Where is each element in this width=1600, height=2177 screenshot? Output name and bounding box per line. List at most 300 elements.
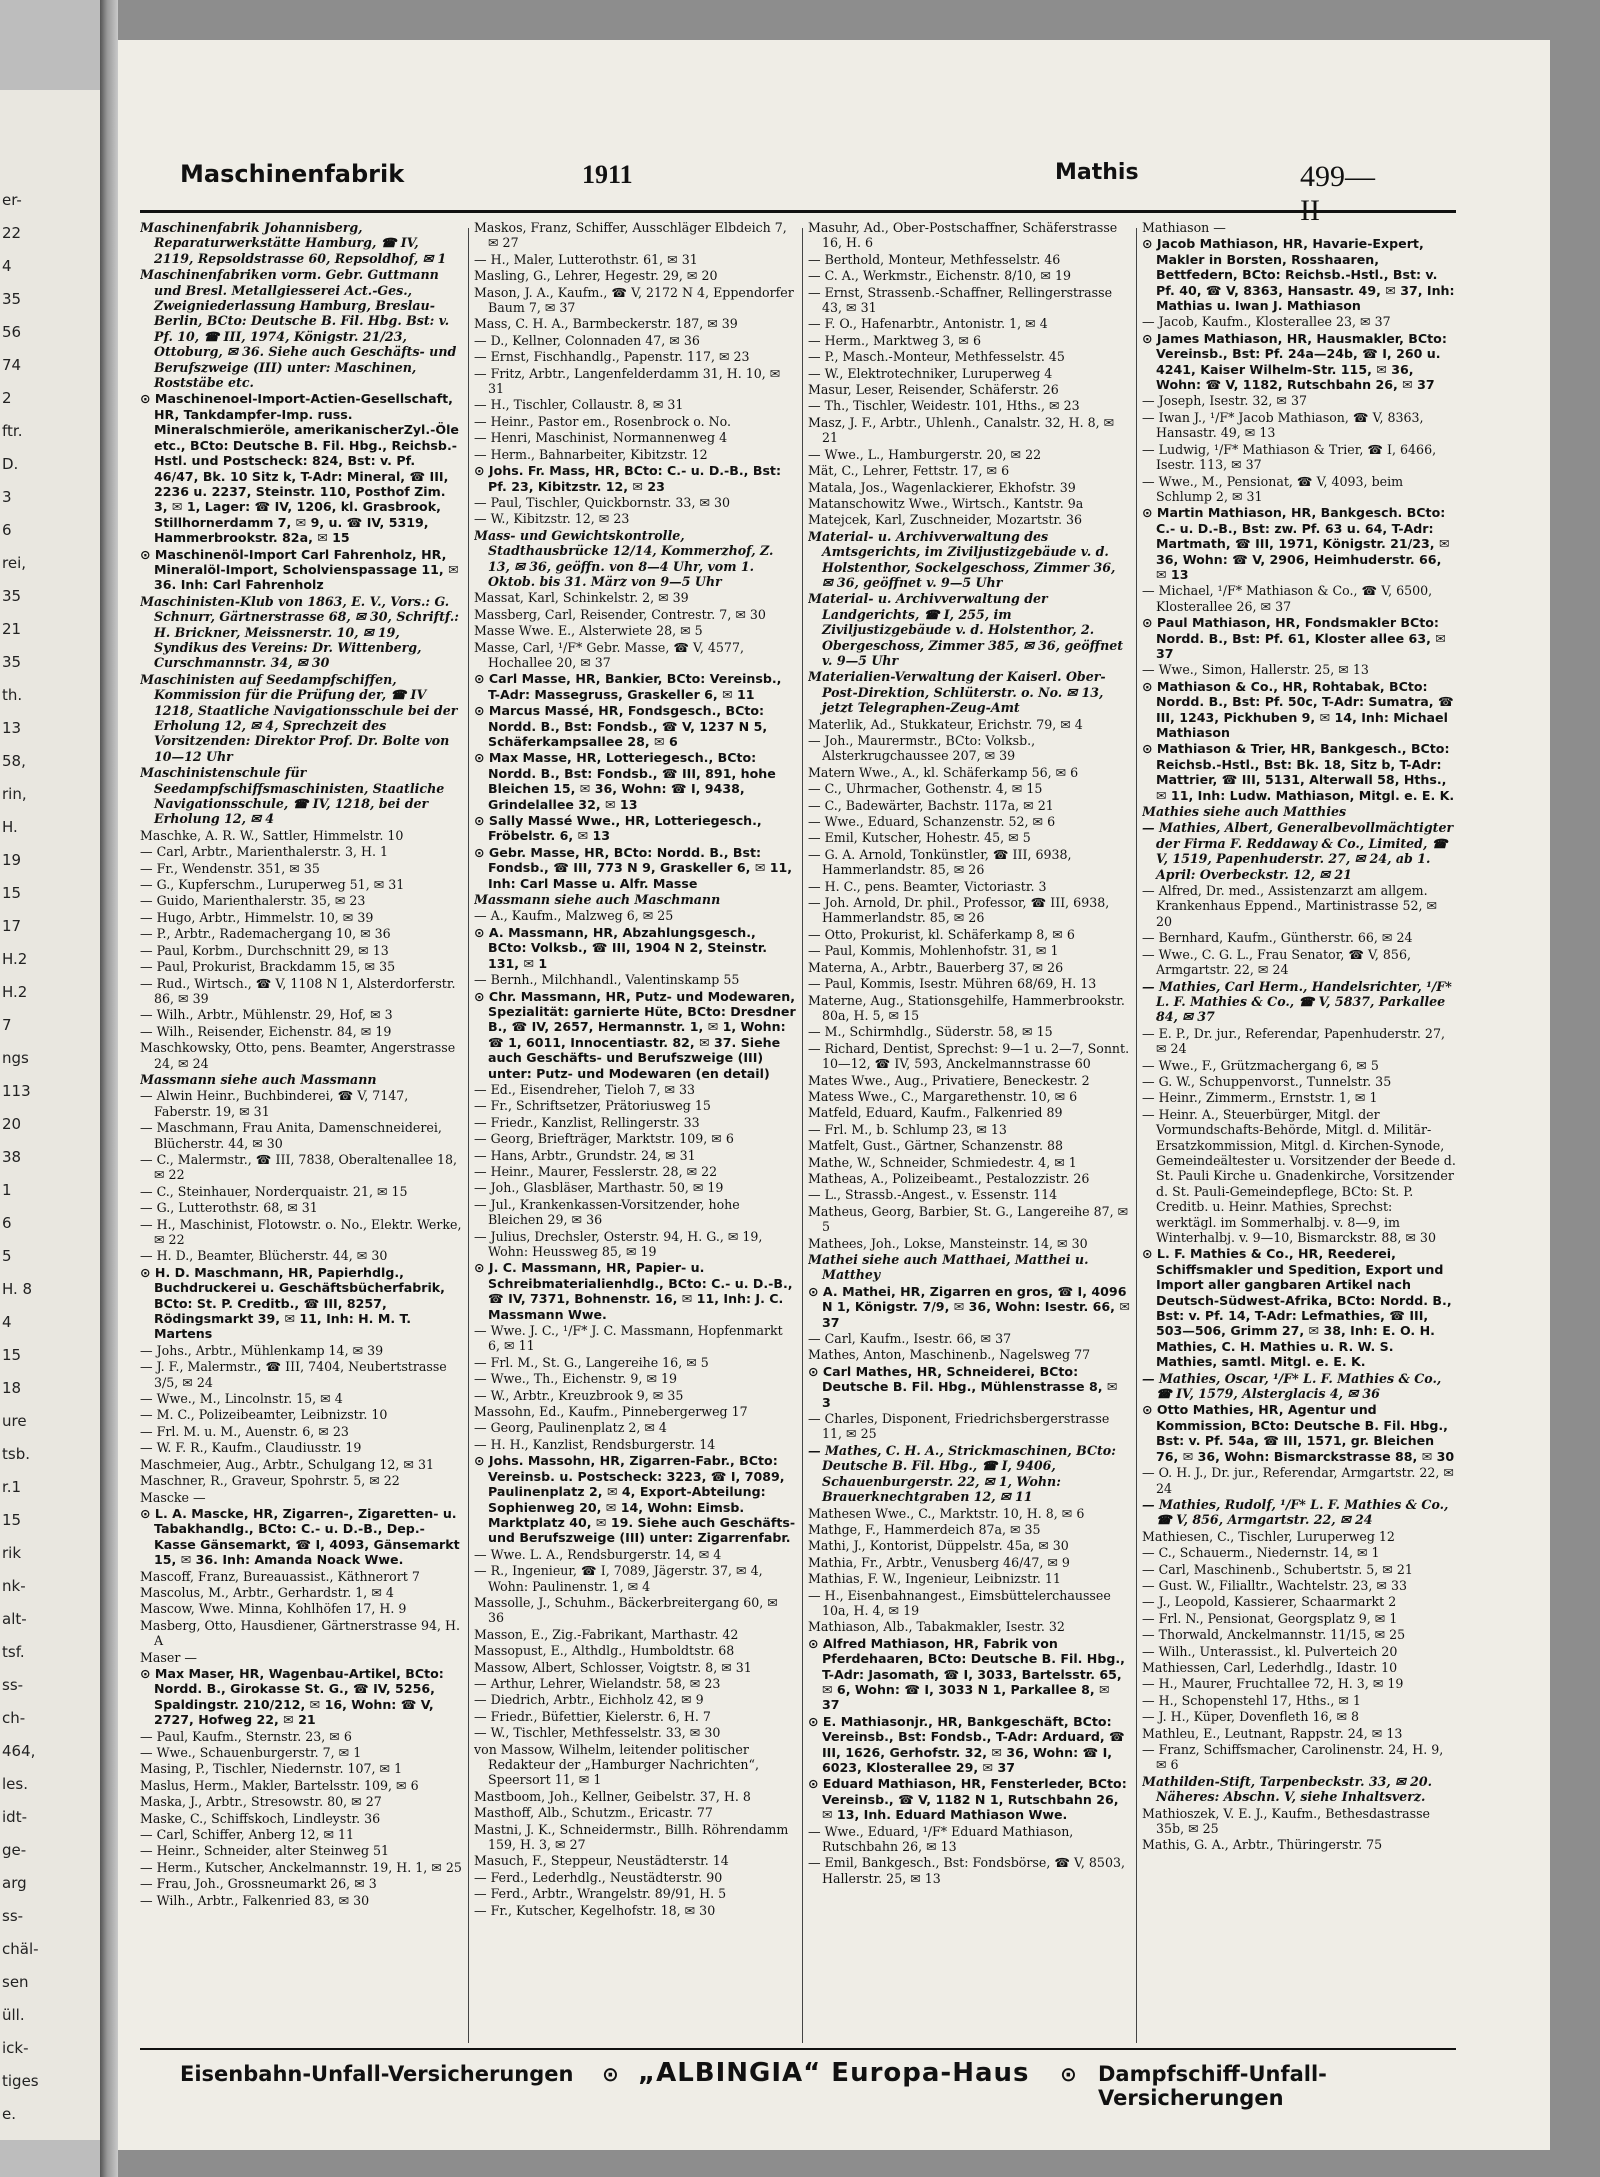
directory-entry: — C., Steinhauer, Norderquaistr. 21, ✉ 15 xyxy=(140,1183,408,1199)
directory-entry: — W., Elektrotechniker, Luruperweg 4 xyxy=(808,365,1053,381)
directory-entry: Mathi, J., Kontorist, Düppelstr. 45a, ✉ 30 xyxy=(808,1538,1069,1554)
directory-entry: ⊙ Alfred Mathiason, HR, Fabrik von Pferdehaaren, BCto: Deutsche B. Fil. Hbg., T-Adr: Jasomath, ☎ I, 3033, Bartelsstr. 65, ✉ 6, Wohn: ☎ I, 3033 N 1, Parkallee 8, ✉ 37 xyxy=(808,1635,1125,1713)
previous-page-fragment: ge- xyxy=(2,1841,27,1859)
directory-entry: — E. P., Dr. jur., Referendar, Papenhuderstr. 27, ✉ 24 xyxy=(1142,1025,1445,1057)
directory-entry: — W., Arbtr., Kreuzbrook 9, ✉ 35 xyxy=(474,1387,684,1403)
directory-entry: — H., Maschinist, Flotowstr. o. No., Elektr. Werke, ✉ 22 xyxy=(140,1216,462,1247)
directory-entry: Mathei siehe auch Matthaei, Matthei u. Matthey xyxy=(808,1252,1089,1283)
directory-entry: — C., Badewärter, Bachstr. 117a, ✉ 21 xyxy=(808,797,1054,813)
directory-entry: — Hans, Arbtr., Grundstr. 24, ✉ 31 xyxy=(474,1147,696,1163)
directory-entry: — Paul, Prokurist, Brackdamm 15, ✉ 35 xyxy=(140,959,396,975)
directory-entry: — Ernst, Fischhandlg., Papenstr. 117, ✉ 23 xyxy=(474,349,750,365)
directory-entry: — Ferd., Lederhdlg., Neustädterstr. 90 xyxy=(474,1869,723,1885)
directory-entry: Masur, Leser, Reisender, Schäferstr. 26 xyxy=(808,382,1059,398)
header-year: 1911 xyxy=(582,160,633,189)
previous-page-fragment: 18 xyxy=(2,1379,22,1397)
directory-entry: — G. W., Schuppenvorst., Tunnelstr. 35 xyxy=(1142,1073,1392,1089)
directory-entry: Maschner, R., Graveur, Spohrstr. 5, ✉ 22 xyxy=(140,1473,400,1489)
directory-entry: — Fr., Wendenstr. 351, ✉ 35 xyxy=(140,860,320,876)
directory-entry: Massopust, E., Althdlg., Humboldtstr. 68 xyxy=(474,1643,735,1659)
directory-entry: — Carl, Schiffer, Anberg 12, ✉ 11 xyxy=(140,1827,355,1843)
previous-page-fragment: 5 xyxy=(2,1247,12,1265)
directory-entry: — Bernhard, Kaufm., Güntherstr. 66, ✉ 24 xyxy=(1142,930,1413,946)
directory-entry: ⊙ A. Massmann, HR, Abzahlungsgesch., BCto: Volksb., ☎ III, 1904 N 2, Steinstr. 131, ✉ 1 xyxy=(474,924,768,971)
directory-entry: Mathias, F. W., Ingenieur, Leibnizstr. 11 xyxy=(808,1571,1061,1587)
directory-entry: Masz, J. F., Arbtr., Uhlenh., Canalstr. 32, H. 8, ✉ 21 xyxy=(808,414,1115,446)
directory-entry: Mathes, Anton, Maschinenb., Nagelsweg 77 xyxy=(808,1347,1091,1363)
previous-page-fragment: 20 xyxy=(2,1115,22,1133)
directory-entry: — Mathes, C. H. A., Strickmaschinen, BCto: Deutsche B. Fil. Hbg., ☎ I, 9406, Schauenburgerstr. 22, ✉ 1, Wohn: Brauerknechtgraben 12, ✉ 11 xyxy=(808,1442,1116,1505)
directory-entry: — Frl. M. u. M., Auenstr. 6, ✉ 23 xyxy=(140,1423,349,1439)
directory-entry: Massow, Albert, Schlosser, Voigtstr. 8, ✉ 31 xyxy=(474,1659,752,1675)
directory-entry: — Georg, Briefträger, Marktstr. 109, ✉ 6 xyxy=(474,1131,734,1147)
previous-page-fragment: nk- xyxy=(2,1577,26,1595)
header-section-label: Maschinenfabrik xyxy=(180,160,405,188)
directory-entry: Material- u. Archivverwaltung des Amtsgerichts, im Ziviljustizgebäude v. d. Holstenthor, Sockelgeschoss, Zimmer 36, ✉ 36, geöffnet v. 9—5 Uhr xyxy=(808,528,1116,590)
directory-entry: — Carl, Arbtr., Marienthalerstr. 3, H. 1 xyxy=(140,844,389,860)
footer-right-text: Dampfschiff-Unfall-Versicherungen xyxy=(1098,2062,1327,2110)
directory-entry: — Frau, Joh., Grossneumarkt 26, ✉ 3 xyxy=(140,1876,377,1892)
directory-entry: Mathees, Joh., Lokse, Mansteinstr. 14, ✉ 30 xyxy=(808,1235,1088,1251)
directory-entry: — Paul, Tischler, Quickbornstr. 33, ✉ 30 xyxy=(474,494,731,510)
directory-entry: — Joseph, Isestr. 32, ✉ 37 xyxy=(1142,393,1307,409)
directory-entry: Massolle, J., Schuhm., Bäckerbreitergang 60, ✉ 36 xyxy=(474,1594,778,1626)
directory-entry: — Heinr., Pastor em., Rosenbrock o. No. xyxy=(474,413,731,429)
directory-entry: — Heinr. A., Steuerbürger, Mitgl. der Vormundschafts-Behörde, Mitgl. d. Militär-Ersatzkommission, Mitgl. d. Kirchen-Synode, Gemeindeältester u. Vorsitzender der Beede d. St. Pauli Kirche u. Gnadenkirche, Vorsitzender d. St. Pauli-Gemeindepflege, BCto: St. P. Creditb. u. Heinr. Mathies, Sprechst: werktägl. im Sommerhalbj. v. 8—9, im Winterhalbj. v. 9—10, Bismarckstr. 88, ✉ 30 xyxy=(1142,1106,1456,1245)
directory-entry: — L., Strassb.-Angest., v. Essenstr. 114 xyxy=(808,1187,1058,1203)
directory-entry: — Jul., Krankenkassen-Vorsitzender, hohe Bleichen 29, ✉ 36 xyxy=(474,1196,740,1228)
directory-entry: Massat, Karl, Schinkelstr. 2, ✉ 39 xyxy=(474,590,689,606)
directory-entry: ⊙ L. F. Mathies & Co., HR, Reederei, Schiffsmakler und Spedition, Export und Import aller gangbaren Artikel nach Deutsch-Südwest-Afrika, BCto: Nordd. B., Bst: v. Pf. 14, T-Adr: Lefmathies, ☎ III, 503—506, Grimm 27, ✉ 38, Inh: E. O. H. Mathies, C. H. Mathies u. R. W. S. Mathies, samtl. Mitgl. e. E. K. xyxy=(1142,1246,1452,1370)
directory-entry: — Franz, Schiffsmacher, Carolinenstr. 24, H. 9, ✉ 6 xyxy=(1142,1742,1444,1773)
directory-entry: — Wwe. J. C., ¹/F* J. C. Massmann, Hopfenmarkt 6, ✉ 11 xyxy=(474,1323,783,1354)
directory-entry: ⊙ Sally Massé Wwe., HR, Lotteriegesch., Fröbelstr. 6, ✉ 13 xyxy=(474,813,762,844)
directory-entry: — H. D., Beamter, Blücherstr. 44, ✉ 30 xyxy=(140,1248,388,1264)
directory-entry: — Henri, Maschinist, Normannenweg 4 xyxy=(474,430,728,446)
directory-entry: Massohn, Ed., Kaufm., Pinnebergerweg 17 xyxy=(474,1404,748,1420)
directory-entry: Mathleu, E., Leutnant, Rappstr. 24, ✉ 13 xyxy=(1142,1725,1403,1741)
directory-entry: — Joh., Glasbläser, Marthastr. 50, ✉ 19 xyxy=(474,1180,724,1196)
directory-entry: — Wwe. L. A., Rendsburgerstr. 14, ✉ 4 xyxy=(474,1546,722,1562)
directory-entry: — Fr., Kutscher, Kegelhofstr. 18, ✉ 30 xyxy=(474,1902,716,1918)
directory-entry: — W., Kibitzstr. 12, ✉ 23 xyxy=(474,511,630,527)
directory-entry: Matala, Jos., Wagenlackierer, Ekhofstr. 39 xyxy=(808,479,1076,495)
directory-entry: — Otto, Prokurist, kl. Schäferkamp 8, ✉ 6 xyxy=(808,926,1075,942)
directory-entry: Matfelt, Gust., Gärtner, Schanzenstr. 88 xyxy=(808,1138,1064,1154)
directory-entry: Matheus, Georg, Barbier, St. G., Langereihe 87, ✉ 5 xyxy=(808,1203,1129,1235)
previous-page-fragment: 4 xyxy=(2,1313,12,1331)
previous-page-fragment: tsf. xyxy=(2,1643,25,1661)
directory-entry: — Wwe., Schauenburgerstr. 7, ✉ 1 xyxy=(140,1745,362,1760)
previous-page-fragment: 1 xyxy=(2,1181,12,1199)
directory-entry: — M., Schirmhdlg., Süderstr. 58, ✉ 15 xyxy=(808,1024,1053,1040)
directory-entry: Masse, Carl, ¹/F* Gebr. Masse, ☎ V, 4577, Hochallee 20, ✉ 37 xyxy=(474,639,744,670)
directory-entry: — Heinr., Zimmerm., Ernststr. 1, ✉ 1 xyxy=(1142,1090,1378,1106)
previous-page-fragment: H.2 xyxy=(2,983,28,1001)
directory-entry: ⊙ Jacob Mathiason, HR, Havarie-Expert, Makler in Borsten, Rosshaaren, Bettfedern, BCto: Reichsb.-Hstl., Bst: v. Pf. 40, ☎ V, 8363, Hansastr. 49, ✉ 37, Inh: Mathias u. Iwan J. Mathiason xyxy=(1142,236,1455,314)
directory-entry: — A., Kaufm., Malzweg 6, ✉ 25 xyxy=(474,908,674,924)
directory-entry: Materlik, Ad., Stukkateur, Erichstr. 79, ✉ 4 xyxy=(808,716,1083,732)
directory-entry: — Alwin Heinr., Buchbinderei, ☎ V, 7147, Faberstr. 19, ✉ 31 xyxy=(140,1088,409,1119)
previous-page-fragment: sen xyxy=(2,1973,29,1991)
directory-entry: ⊙ J. C. Massmann, HR, Papier- u. Schreibmaterialienhdlg., BCto: C.- u. D.-B., ☎ IV, 7371, Bohnenstr. 16, ✉ 11, Inh: J. C. Massmann Wwe. xyxy=(474,1260,793,1322)
directory-entry: — Wwe., M., Pensionat, ☎ V, 4093, beim Schlump 2, ✉ 31 xyxy=(1142,473,1404,504)
previous-page-fragment: 74 xyxy=(2,356,22,374)
directory-entry: — Heinr., Schneider, alter Steinweg 51 xyxy=(140,1843,390,1859)
directory-entry: — Frl. M., b. Schlump 23, ✉ 13 xyxy=(808,1121,1007,1137)
directory-entry: Mass, C. H. A., Barmbeckerstr. 187, ✉ 39 xyxy=(474,316,738,332)
directory-entry: — W., Tischler, Methfesselstr. 33, ✉ 30 xyxy=(474,1725,721,1741)
directory-entry: Mastni, J. K., Schneidermstr., Billh. Röhrendamm 159, H. 3, ✉ 27 xyxy=(474,1821,789,1853)
previous-page-fragment: H.2 xyxy=(2,950,28,968)
directory-entry: ⊙ H. D. Maschmann, HR, Papierhdlg., Buchdruckerei u. Geschäftsbücherfabrik, BCto: St. P. Creditb., ☎ III, 8257, Rödingsmarkt 39, ✉ 11, Inh: H. M. T. Martens xyxy=(140,1264,445,1342)
directory-entry: Matfeld, Eduard, Kaufm., Falkenried 89 xyxy=(808,1105,1063,1121)
directory-entry: — O. H. J., Dr. jur., Referendar, Armgartstr. 22, ✉ 24 xyxy=(1142,1465,1454,1496)
directory-entry: — Arthur, Lehrer, Wielandstr. 58, ✉ 23 xyxy=(474,1675,721,1691)
directory-entry: — C. A., Werkmstr., Eichenstr. 8/10, ✉ 19 xyxy=(808,268,1072,284)
directory-entry: ⊙ Gebr. Masse, HR, BCto: Nordd. B., Bst: Fondsb., ☎ III, 773 N 9, Graskeller 6, ✉ 11, Inh: Carl Masse u. Alfr. Masse xyxy=(474,844,793,891)
directory-entry: Mastboom, Joh., Kellner, Geibelstr. 37, H. 8 xyxy=(474,1788,751,1804)
directory-entry: — Carl, Maschinenb., Schubertstr. 5, ✉ 21 xyxy=(1142,1561,1413,1577)
directory-entry: Matern Wwe., A., kl. Schäferkamp 56, ✉ 6 xyxy=(808,764,1079,780)
directory-entry: ⊙ Paul Mathiason, HR, Fondsmakler BCto: Nordd. B., Bst: Pf. 61, Kloster allee 63, ✉ 37 xyxy=(1142,615,1446,661)
directory-entry: — Wwe., C. G. L., Frau Senator, ☎ V, 856, Armgartstr. 22, ✉ 24 xyxy=(1142,946,1411,978)
directory-entry: — Julius, Drechsler, Osterstr. 94, H. G., ✉ 19, Wohn: Heussweg 85, ✉ 19 xyxy=(474,1228,763,1259)
directory-entry: Mathioszek, V. E. J., Kaufm., Bethesdastrasse 35b, ✉ 25 xyxy=(1142,1805,1430,1837)
footer-company-name: „ALBINGIA“ Europa-Haus xyxy=(638,2058,1030,2088)
previous-page-fragment: ftr. xyxy=(2,422,23,440)
directory-entry: Material- u. Archivverwaltung der Landgerichts, ☎ I, 255, im Ziviljustizgebäude v. d. Holstenthor, 2. Obergeschoss, Zimmer 385, ✉ 36, geöffnet v. 9—5 Uhr xyxy=(808,591,1124,668)
directory-entry: Materialien-Verwaltung der Kaiserl. Ober-Post-Direktion, Schlüterstr. o. No. ✉ 13, jetzt Telegraphen-Zeug-Amt xyxy=(808,669,1106,716)
directory-entry: — Jacob, Kaufm., Klosterallee 23, ✉ 37 xyxy=(1142,314,1391,330)
directory-entry: Massmann siehe auch Maschmann xyxy=(474,892,721,908)
directory-entry: — Paul, Kaufm., Sternstr. 23, ✉ 6 xyxy=(140,1728,352,1744)
directory-entry: ⊙ Carl Mathes, HR, Schneiderei, BCto: Deutsche B. Fil. Hbg., Mühlenstrasse 8, ✉ 3 xyxy=(808,1363,1118,1410)
header-rule xyxy=(140,210,1456,213)
previous-page-fragment: üll. xyxy=(2,2006,25,2024)
previous-page-fragment: th. xyxy=(2,686,23,704)
directory-entry: — Mathies, Rudolf, ¹/F* L. F. Mathies & Co., ☎ V, 856, Armgartstr. 22, ✉ 24 xyxy=(1142,1496,1449,1528)
directory-entry: — G., Kupferschm., Luruperweg 51, ✉ 31 xyxy=(140,877,405,893)
directory-entry: — Johs., Arbtr., Mühlenkamp 14, ✉ 39 xyxy=(140,1342,384,1358)
column-3 xyxy=(808,220,1130,2050)
directory-entry: — Wilh., Unterassist., kl. Pulverteich 20 xyxy=(1142,1643,1398,1659)
directory-entry: Mascke — xyxy=(140,1489,206,1505)
directory-entry: Masling, G., Lehrer, Hegestr. 29, ✉ 20 xyxy=(474,268,718,284)
previous-page-fragment: e. xyxy=(2,2105,16,2123)
directory-entry: — Wwe., Eduard, Schanzenstr. 52, ✉ 6 xyxy=(808,814,1056,830)
previous-page-fragment: H. 8 xyxy=(2,1280,33,1298)
directory-entry: Maschkowsky, Otto, pens. Beamter, Angerstrasse 24, ✉ 24 xyxy=(140,1040,456,1071)
directory-entry: Materne, Aug., Stationsgehilfe, Hammerbrookstr. 80a, H. 5, ✉ 15 xyxy=(808,992,1125,1023)
directory-entry: Matheas, A., Polizeibeamt., Pestalozzistr. 26 xyxy=(808,1170,1090,1186)
directory-entry: — Joh., Maurermstr., BCto: Volksb., Alsterkrugchaussee 207, ✉ 39 xyxy=(808,733,1036,764)
directory-entry: ⊙ Maschinenoel-Import-Actien-Gesellschaft, HR, Tankdampfer-Imp. russ. Mineralschmieröle, amerikanischerZyl.-Öle etc., BCto: Deutsche B. Fil. Hbg., Reichsb.-Hstl. und Postscheck: 824, Bst: v. Pf. 46/47, Bk. 10 Sitz k, T-Adr: Mineral, ☎ III, 2236 u. 2237, Steinstr. 110, Posthof Zim. 3, ✉ 1, Lager: ☎ IV, 1206, kl. Grasbrook, Stillhornerdamm 7, ✉ 9, u. ☎ IV, 5319, Hammerbrookstr. 82a, ✉ 15 xyxy=(140,391,459,546)
directory-entry: — R., Ingenieur, ☎ I, 7089, Jägerstr. 37, ✉ 4, Wohn: Paulinenstr. 1, ✉ 4 xyxy=(474,1563,763,1594)
previous-page-fragment: ch- xyxy=(2,1709,26,1727)
footer-rule xyxy=(140,2048,1456,2050)
directory-entry: Mathiesen, C., Tischler, Luruperweg 12 xyxy=(1142,1528,1395,1544)
previous-page-fragment: 56 xyxy=(2,323,22,341)
previous-page-fragment: rik xyxy=(2,1544,22,1562)
directory-entry: — D., Kellner, Colonnaden 47, ✉ 36 xyxy=(474,332,700,348)
previous-page-fragment: 113 xyxy=(2,1082,31,1100)
advertising-footer xyxy=(140,2058,1456,2110)
directory-entry: — C., Malermstr., ☎ III, 7838, Oberaltenallee 18, ✉ 22 xyxy=(140,1151,458,1183)
directory-entry: Masthoff, Alb., Schutzm., Ericastr. 77 xyxy=(474,1805,713,1821)
directory-entry: — H., Eisenbahnangest., Eimsbüttelerchaussee 10a, H. 4, ✉ 19 xyxy=(808,1587,1111,1618)
directory-entry: ⊙ Chr. Massmann, HR, Putz- und Modewaren, Spezialität: garnierte Hüte, BCto: Dresdner B., ☎ IV, 2657, Hermannstr. 1, ✉ 1, Wohn: ☎ 1, 6011, Innocentiastr. 82, ✉ 37. Siehe auch Geschäfts- und Berufszweige (III) unter: Putz- und Modewaren (en detail) xyxy=(474,988,796,1081)
directory-entry: — Paul, Korbm., Durchschnitt 29, ✉ 13 xyxy=(140,942,389,958)
directory-entry: ⊙ Max Masse, HR, Lotteriegesch., BCto: Nordd. B., Bst: Fondsb., ☎ III, 891, hohe Bleichen 15, ✉ 36, Wohn: ☎ I, 9438, Grindelallee 32, ✉ 13 xyxy=(474,750,776,812)
previous-page-fragment: 35 xyxy=(2,587,22,605)
directory-entry: Maschinisten auf Seedampfschiffen, Kommission für die Prüfung der, ☎ IV 1218, Staatliche Navigationsschule bei der Erholung 12, ✉ 4, Sprechzeit des Vorsitzenden: Direktor Prof. Dr. Bolte von 10—12 Uhr xyxy=(140,671,458,764)
previous-page-fragment: 15 xyxy=(2,884,22,902)
directory-entry: Maschinenfabriken vorm. Gebr. Guttmann und Bresl. Metallgiesserei Act.-Ges., Zweigniederlassung Hamburg, Breslau-Berlin, BCto: Deutsche B. Fil. Hbg. Bst: v. Pf. 10, ☎ III, 1974, Königstr. 21/23, Ottoburg, ✉ 36. Siehe auch Geschäfts- und Berufszweige (III) unter: Maschinen, Roststäbe etc. xyxy=(140,267,457,391)
previous-page-fragment: 19 xyxy=(2,851,22,869)
directory-entry: Mates Wwe., Aug., Privatiere, Beneckestr. 2 xyxy=(808,1072,1090,1088)
previous-page-fragment: ss- xyxy=(2,1907,24,1925)
directory-entry: — Wilh., Reisender, Eichenstr. 84, ✉ 19 xyxy=(140,1023,392,1039)
previous-page-fragment: 17 xyxy=(2,917,22,935)
directory-entry: Mät, C., Lehrer, Fettstr. 17, ✉ 6 xyxy=(808,463,1010,479)
directory-entry: Mathia, Fr., Arbtr., Venusberg 46/47, ✉ 9 xyxy=(808,1554,1070,1570)
directory-entry: — M. C., Polizeibeamter, Leibnizstr. 10 xyxy=(140,1407,388,1423)
directory-entry: — Th., Tischler, Weidestr. 101, Hths., ✉ 23 xyxy=(808,398,1080,414)
directory-entry: — Herm., Kutscher, Anckelmannstr. 19, H. 1, ✉ 25 xyxy=(140,1859,462,1875)
directory-entry: Mathiason — xyxy=(1142,220,1226,235)
directory-entry: — Carl, Kaufm., Isestr. 66, ✉ 37 xyxy=(808,1331,1012,1347)
directory-entry: — Frl. M., St. G., Langereihe 16, ✉ 5 xyxy=(474,1354,709,1370)
page-number: 499—II xyxy=(1300,160,1375,227)
directory-entry: — W. F. R., Kaufm., Claudiusstr. 19 xyxy=(140,1440,362,1456)
previous-page-fragment: H. xyxy=(2,818,18,836)
directory-columns xyxy=(140,220,1456,2050)
column-1 xyxy=(140,220,462,2050)
directory-entry: Maschmeier, Aug., Arbtr., Schulgang 12, ✉ 31 xyxy=(140,1456,434,1472)
directory-entry: — Wwe., Th., Eichenstr. 9, ✉ 19 xyxy=(474,1371,678,1387)
directory-entry: Maske, C., Schiffskoch, Lindleystr. 36 xyxy=(140,1810,381,1826)
directory-entry: — Paul, Kommis, Isestr. Mühren 68/69, H. 13 xyxy=(808,976,1097,992)
book-fold xyxy=(100,0,118,2177)
directory-entry: Mathies siehe auch Matthies xyxy=(1142,804,1347,820)
directory-entry: Maser — xyxy=(140,1649,197,1665)
directory-entry: Masse Wwe. E., Alsterwiete 28, ✉ 5 xyxy=(474,623,703,639)
previous-page-fragment: arg xyxy=(2,1874,27,1892)
directory-entry: — Ludwig, ¹/F* Mathiason & Trier, ☎ I, 6466, Isestr. 113, ✉ 37 xyxy=(1142,441,1437,473)
directory-entry: Masuch, F., Steppeur, Neustädterstr. 14 xyxy=(474,1853,729,1869)
directory-entry: — Richard, Dentist, Sprechst: 9—1 u. 2—7, Sonnt. 10—12, ☎ IV, 593, Anckelmannstrasse 60 xyxy=(808,1040,1130,1072)
directory-entry: — Paul, Kommis, Mohlenhofstr. 31, ✉ 1 xyxy=(808,943,1059,959)
previous-page-fragment: 4 xyxy=(2,257,12,275)
directory-entry: Materna, A., Arbtr., Bauerberg 37, ✉ 26 xyxy=(808,959,1064,975)
directory-entry: — Mathies, Albert, Generalbevollmächtigter der Firma F. Reddaway & Co., Limited, ☎ V, 1519, Papenhuderstr. 27, ✉ 24, ab 1. April: Overbeckstr. 12, ✉ 21 xyxy=(1142,820,1454,882)
directory-entry: — J. H., Küper, Dovenfleth 16, ✉ 8 xyxy=(1142,1709,1360,1725)
directory-entry: Mathis, G. A., Arbtr., Thüringerstr. 75 xyxy=(1142,1837,1383,1853)
previous-page-fragment: tiges xyxy=(2,2072,39,2090)
directory-entry: — Wwe., F., Grützmachergang 6, ✉ 5 xyxy=(1142,1057,1379,1073)
directory-entry: — Mathies, Oscar, ¹/F* L. F. Mathies & Co., ☎ IV, 1579, Alsterglacis 4, ✉ 36 xyxy=(1142,1370,1442,1402)
directory-entry: Matess Wwe., C., Margarethenstr. 10, ✉ 6 xyxy=(808,1088,1078,1104)
previous-page-fragment: 35 xyxy=(2,653,22,671)
directory-entry: — Rud., Wirtsch., ☎ V, 1108 N 1, Alsterdorferstr. 86, ✉ 39 xyxy=(140,975,456,1006)
directory-entry: Mathesen Wwe., C., Marktstr. 10, H. 8, ✉ 6 xyxy=(808,1505,1085,1521)
previous-page-fragment: 15 xyxy=(2,1511,22,1529)
column-4 xyxy=(1142,220,1456,2050)
previous-page-fragment: alt- xyxy=(2,1610,27,1628)
previous-page-fragment: ss- xyxy=(2,1676,24,1694)
directory-entry: — H., Maler, Lutterothstr. 61, ✉ 31 xyxy=(474,251,698,267)
directory-entry: ⊙ Eduard Mathiason, HR, Fensterleder, BCto: Vereinsb., ☎ V, 1182 N 1, Rutschbahn 26, ✉ 13, Inh. Eduard Mathiason Wwe. xyxy=(808,1776,1127,1823)
directory-entry: — Maschmann, Frau Anita, Damenschneiderei, Blücherstr. 44, ✉ 30 xyxy=(140,1120,442,1151)
directory-entry: — H., Schopenstehl 17, Hths., ✉ 1 xyxy=(1142,1692,1361,1708)
previous-page-fragment: les. xyxy=(2,1775,28,1793)
directory-entry: — Wwe., L., Hamburgerstr. 20, ✉ 22 xyxy=(808,446,1042,462)
directory-entry: — Wilh., Arbtr., Falkenried 83, ✉ 30 xyxy=(140,1892,370,1908)
directory-entry: — J., Leopold, Kassierer, Schaarmarkt 2 xyxy=(1142,1594,1397,1610)
previous-page-fragment: ick- xyxy=(2,2039,29,2057)
directory-entry: — Emil, Kutscher, Hohestr. 45, ✉ 5 xyxy=(808,830,1031,846)
directory-entry: ⊙ Maschinenöl-Import Carl Fahrenholz, HR, Mineralöl-Import, Scholvienspassage 11, ✉ 36. Inh: Carl Fahrenholz xyxy=(140,546,459,593)
directory-entry: Matejcek, Karl, Zuschneider, Mozartstr. 36 xyxy=(808,512,1083,528)
previous-page-fragment: rei, xyxy=(2,554,27,572)
footer-left-text: Eisenbahn-Unfall-Versicherungen xyxy=(180,2062,574,2086)
directory-entry: — H. C., pens. Beamter, Victoriastr. 3 xyxy=(808,878,1047,894)
directory-entry: — Herm., Marktweg 3, ✉ 6 xyxy=(808,332,982,348)
directory-entry: — C., Uhrmacher, Gothenstr. 4, ✉ 15 xyxy=(808,781,1043,797)
directory-entry: Mathiessen, Carl, Lederhdlg., Idastr. 10 xyxy=(1142,1659,1398,1675)
directory-entry: — Alfred, Dr. med., Assistenzarzt am allgem. Krankenhaus Eppend., Martinistrasse 52, ✉ 20 xyxy=(1142,883,1438,929)
directory-entry: — Frl. N., Pensionat, Georgsplatz 9, ✉ 1 xyxy=(1142,1610,1398,1626)
directory-entry: — Ed., Eisendreher, Tieloh 7, ✉ 33 xyxy=(474,1081,696,1097)
directory-entry: Masuhr, Ad., Ober-Postschaffner, Schäferstrasse 16, H. 6 xyxy=(808,220,1118,251)
directory-entry: Masson, E., Zig.-Fabrikant, Marthastr. 42 xyxy=(474,1626,739,1642)
directory-entry: Maskos, Franz, Schiffer, Ausschläger Elbdeich 7, ✉ 27 xyxy=(474,220,787,251)
running-header xyxy=(70,160,1390,227)
directory-entry: ⊙ E. Mathiasonjr., HR, Bankgeschäft, BCto: Vereinsb., Bst: Fondsb., T-Adr: Arduard, ☎ III, 1626, Gerhofstr. 32, ✉ 36, Wohn: ☎ I, 6023, Klosterallee 29, ✉ 37 xyxy=(808,1713,1125,1775)
directory-entry: ⊙ A. Mathei, HR, Zigarren en gros, ☎ I, 4096 N 1, Königstr. 7/9, ✉ 36, Wohn: Isestr. 66, ✉ 37 xyxy=(808,1283,1130,1330)
directory-entry: ⊙ Martin Mathiason, HR, Bankgesch. BCto: C.- u. D.-B., Bst: zw. Pf. 63 u. 64, T-Adr: Martmath, ☎ III, 1971, Königstr. 21/23, ✉ 36, Wohn: ☎ V, 2906, Heimhuderstr. 66, ✉ 13 xyxy=(1142,505,1450,582)
directory-entry: — H., Maurer, Fruchtallee 72, H. 3, ✉ 19 xyxy=(1142,1676,1404,1692)
directory-entry: — Gust. W., Filialltr., Wachtelstr. 23, ✉ 33 xyxy=(1142,1577,1407,1593)
directory-entry: — Fritz, Arbtr., Langenfelderdamm 31, H. 10, ✉ 31 xyxy=(474,365,781,397)
previous-page-fragment: tsb. xyxy=(2,1445,30,1463)
directory-entry: — Fr., Schriftsetzer, Prätoriusweg 15 xyxy=(474,1098,711,1114)
directory-entry: ⊙ Marcus Massé, HR, Fondsgesch., BCto: Nordd. B., Bst: Fondsb., ☎ V, 1237 N 5, Schäferkampsallee 28, ✉ 6 xyxy=(474,703,768,749)
directory-entry: — Joh. Arnold, Dr. phil., Professor, ☎ III, 6938, Hammerlandstr. 85, ✉ 26 xyxy=(808,895,1110,926)
previous-page-fragment: er- xyxy=(2,191,22,209)
directory-entry: — Bernh., Milchhandl., Valentinskamp 55 xyxy=(474,972,740,988)
directory-entry: Maschinistenschule für Seedampfschiffsmaschinisten, Staatliche Navigationsschule, ☎ IV, 1218, bei der Erholung 12, ✉ 4 xyxy=(140,765,445,827)
directory-entry: Mathilden-Stift, Tarpenbeckstr. 33, ✉ 20. Näheres: Abschn. V, siehe Inhaltsverz. xyxy=(1142,1773,1432,1805)
directory-entry: — P., Arbtr., Rademachergang 10, ✉ 36 xyxy=(140,926,391,942)
directory-entry: Mason, J. A., Kaufm., ☎ V, 2172 N 4, Eppendorfer Baum 7, ✉ 37 xyxy=(474,284,794,316)
previous-page-fragment: ure xyxy=(2,1412,27,1430)
previous-page-fragment: D. xyxy=(2,455,19,473)
directory-entry: — Berthold, Monteur, Methfesselstr. 46 xyxy=(808,251,1061,267)
directory-entry: — Emil, Bankgesch., Bst: Fondsbörse, ☎ V, 8503, Hallerstr. 25, ✉ 13 xyxy=(808,1855,1125,1886)
directory-entry: — Friedr., Büfettier, Kielerstr. 6, H. 7 xyxy=(474,1708,711,1724)
previous-page-fragment: 21 xyxy=(2,620,22,638)
previous-page-edge xyxy=(0,90,100,2140)
footer-separator: ⊙ xyxy=(602,2062,619,2086)
directory-entry: Maschinisten-Klub von 1863, E. V., Vors.: G. Schnurr, Gärtnerstrasse 68, ✉ 30, Schriftf.: H. Brickner, Meissnerstr. 10, ✉ 19, Syndikus des Vereins: Dr. Wittenberg, Curschmannstr. 34, ✉ 30 xyxy=(140,593,459,671)
previous-page-fragment: r.1 xyxy=(2,1478,22,1496)
directory-entry: Mathge, F., Hammerdeich 87a, ✉ 35 xyxy=(808,1521,1041,1537)
directory-entry: — J. F., Malermstr., ☎ III, 7404, Neubertstrasse 3/5, ✉ 24 xyxy=(140,1359,447,1390)
directory-entry: ⊙ Otto Mathies, HR, Agentur und Kommission, BCto: Deutsche B. Fil. Hbg., Bst: v. Pf. 54a, ☎ III, 1571, gr. Bleichen 76, ✉ 36, Wohn: Bismarckstrasse 88, ✉ 30 xyxy=(1142,1402,1455,1464)
directory-entry: Masing, P., Tischler, Niedernstr. 107, ✉ 1 xyxy=(140,1761,403,1777)
directory-entry: ⊙ Mathiason & Co., HR, Rohtabak, BCto: Nordd. B., Bst: Pf. 50c, T-Adr: Sumatra, ☎ III, 1243, Pickhuben 9, ✉ 14, Inh: Michael Mathiason xyxy=(1142,678,1454,740)
directory-entry: Masberg, Otto, Hausdiener, Gärtnerstrasse 94, H. A xyxy=(140,1617,461,1649)
previous-page-fragment: 6 xyxy=(2,521,12,539)
directory-entry: — Wwe., Eduard, ¹/F* Eduard Mathiason, Rutschbahn 26, ✉ 13 xyxy=(808,1823,1074,1855)
directory-entry: — Guido, Marienthalerstr. 35, ✉ 23 xyxy=(140,893,366,909)
previous-page-fragment: 7 xyxy=(2,1016,12,1034)
previous-page-fragment: 38 xyxy=(2,1148,22,1166)
directory-entry: ⊙ Mathiason & Trier, HR, Bankgesch., BCto: Reichsb.-Hstl., Bst: Bk. 18, Sitz b, T-Adr: Mattrier, ☎ III, 5131, Alterwall 58, Hths., ✉ 11, Inh: Ludw. Mathiason, Mitgl. e. E. K. xyxy=(1142,741,1455,803)
directory-entry: Maslus, Herm., Makler, Bartelsstr. 109, ✉ 6 xyxy=(140,1777,419,1793)
directory-entry: — Wilh., Arbtr., Mühlenstr. 29, Hof, ✉ 3 xyxy=(140,1007,393,1023)
directory-entry: — Hugo, Arbtr., Himmelstr. 10, ✉ 39 xyxy=(140,909,374,925)
directory-entry: Maschinenfabrik Johannisberg, Reparaturwerkstätte Hamburg, ☎ IV, 2119, Repsoldstrasse 60, Repsoldhof, ✉ 1 xyxy=(140,220,447,266)
previous-page-fragment: ngs xyxy=(2,1049,29,1067)
previous-page-fragment: 464, xyxy=(2,1742,36,1760)
directory-entry: — F. O., Hafenarbtr., Antonistr. 1, ✉ 4 xyxy=(808,316,1048,332)
directory-entry: — Georg, Paulinenplatz 2, ✉ 4 xyxy=(474,1420,667,1436)
directory-entry: — Michael, ¹/F* Mathiason & Co., ☎ V, 6500, Klosterallee 26, ✉ 37 xyxy=(1142,583,1433,614)
header-keyword: Mathis xyxy=(1055,160,1139,185)
previous-page-fragment: 58, xyxy=(2,752,26,770)
directory-entry: ⊙ Carl Masse, HR, Bankier, BCto: Vereinsb., T-Adr: Massegruss, Graskeller 6, ✉ 11 xyxy=(474,671,782,702)
previous-page-fragment: 6 xyxy=(2,1214,12,1232)
directory-entry: ⊙ Johs. Massohn, HR, Zigarren-Fabr., BCto: Vereinsb. u. Postscheck: 3223, ☎ I, 7089, Paulinenplatz 2, ✉ 4, Export-Abteilung: Sophienweg 20, ✉ 14, Wohn: Eimsb. Marktplatz 40, ✉ 19. Siehe auch Geschäfts- und Berufszweige (III) unter: Zigarrenfabr. xyxy=(474,1453,796,1546)
directory-entry: ⊙ Max Maser, HR, Wagenbau-Artikel, BCto: Nordd. B., Girokasse St. G., ☎ IV, 5256, Spaldingstr. 210/212, ✉ 16, Wohn: ☎ V, 2727, Hofweg 22, ✉ 21 xyxy=(140,1665,444,1728)
directory-entry: — Charles, Disponent, Friedrichsbergerstrasse 11, ✉ 25 xyxy=(808,1411,1110,1442)
directory-entry: Mascolus, M., Arbtr., Gerhardstr. 1, ✉ 4 xyxy=(140,1584,394,1600)
directory-entry: Mathe, W., Schneider, Schmiedestr. 4, ✉ 1 xyxy=(808,1154,1077,1170)
directory-entry: — Ferd., Arbtr., Wrangelstr. 89/91, H. 5 xyxy=(474,1886,727,1902)
directory-entry: — Ernst, Strassenb.-Schaffner, Rellingerstrasse 43, ✉ 31 xyxy=(808,284,1113,316)
directory-entry: — P., Masch.-Monteur, Methfesselstr. 45 xyxy=(808,349,1065,365)
directory-entry: — Thorwald, Anckelmannstr. 11/15, ✉ 25 xyxy=(1142,1627,1406,1643)
footer-separator: ⊙ xyxy=(1060,2062,1077,2086)
directory-entry: — Heinr., Maurer, Fesslerstr. 28, ✉ 22 xyxy=(474,1163,718,1179)
previous-page-fragment: chäl- xyxy=(2,1940,39,1958)
directory-entry: — Iwan J., ¹/F* Jacob Mathiason, ☎ V, 8363, Hansastr. 49, ✉ 13 xyxy=(1142,409,1424,441)
directory-entry: ⊙ L. A. Mascke, HR, Zigarren-, Zigaretten- u. Tabakhandlg., BCto: C.- u. D.-B., Dep.-Kasse Gänsemarkt, ☎ I, 4093, Gänsemarkt 15, ✉ 36. Inh: Amanda Noack Wwe. xyxy=(140,1505,460,1568)
directory-entry: Matanschowitz Wwe., Wirtsch., Kantstr. 9a xyxy=(808,495,1084,511)
directory-entry: Massmann siehe auch Massmann xyxy=(140,1071,377,1087)
directory-entry: — G. A. Arnold, Tonkünstler, ☎ III, 6938, Hammerlandstr. 85, ✉ 26 xyxy=(808,846,1072,878)
previous-page-fragment: 15 xyxy=(2,1346,22,1364)
previous-page-fragment: idt- xyxy=(2,1808,27,1826)
directory-entry: — Wwe., Simon, Hallerstr. 25, ✉ 13 xyxy=(1142,662,1369,678)
directory-entry: — Friedr., Kanzlist, Rellingerstr. 33 xyxy=(474,1114,700,1130)
directory-entry: Massberg, Carl, Reisender, Contrestr. 7, ✉ 30 xyxy=(474,606,766,622)
directory-entry: Mass- und Gewichtskontrolle, Stadthausbrücke 12/14, Kommerzhof, Z. 13, ✉ 36, geöffn. von 8—4 Uhr, vom 1. Oktob. bis 31. März von 9—5 Uhr xyxy=(474,527,774,589)
directory-entry: Mascow, Wwe. Minna, Kohlhöfen 17, H. 9 xyxy=(140,1601,407,1617)
directory-entry: von Massow, Wilhelm, leitender politischer Redakteur der „Hamburger Nachrichten“, Speersort 11, ✉ 1 xyxy=(474,1741,759,1788)
previous-page-fragment: 35 xyxy=(2,290,22,308)
directory-entry: — Herm., Bahnarbeiter, Kibitzstr. 12 xyxy=(474,446,708,462)
directory-entry: ⊙ Johs. Fr. Mass, HR, BCto: C.- u. D.-B., Bst: Pf. 23, Kibitzstr. 12, ✉ 23 xyxy=(474,463,781,494)
previous-page-fragment: 13 xyxy=(2,719,22,737)
directory-entry: Maska, J., Arbtr., Stresowstr. 80, ✉ 27 xyxy=(140,1794,382,1810)
directory-entry: — H. H., Kanzlist, Rendsburgerstr. 14 xyxy=(474,1436,716,1452)
previous-page-fragment: 3 xyxy=(2,488,12,506)
directory-entry: — Wwe., M., Lincolnstr. 15, ✉ 4 xyxy=(140,1391,343,1407)
